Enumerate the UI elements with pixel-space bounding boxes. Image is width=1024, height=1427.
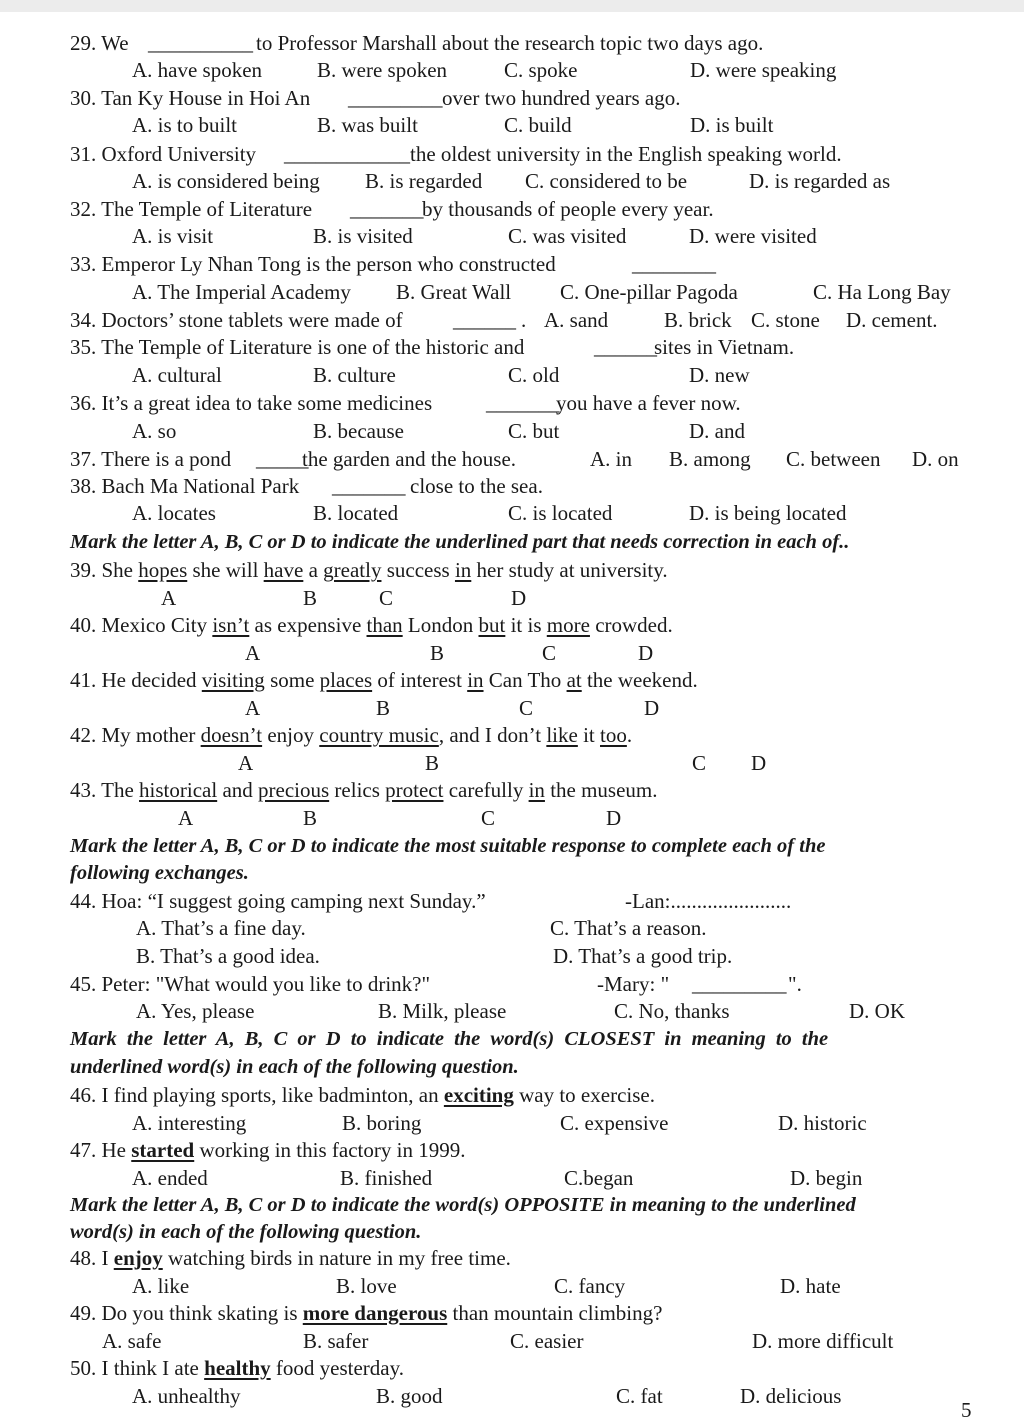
option-c[interactable]: C. old [508,363,560,387]
letter-a: A [245,641,261,665]
option-d[interactable]: D. and [689,419,745,443]
option-c[interactable]: C.began [564,1166,634,1190]
option-b[interactable]: B. because [313,419,404,443]
question-47 [70,1137,465,1163]
letter-d: D [511,586,527,610]
q44-text-b: -Lan:....................... [625,889,792,913]
q41-underline-b[interactable]: places [319,668,373,692]
option-b[interactable]: B. good [376,1384,443,1408]
option-d[interactable]: D. more difficult [752,1329,894,1353]
letter-c: C [692,751,707,775]
q40-text: London [402,613,479,637]
option-a[interactable]: A. is visit [132,224,214,248]
q43-text: relics [329,778,386,802]
letter-b: B [425,751,440,775]
q43-underline-a[interactable]: historical [139,778,218,802]
option-d[interactable]: D. historic [778,1111,867,1135]
option-c[interactable]: C. One-pillar Pagoda [560,280,738,304]
q34-blank: ______ [453,308,516,332]
option-d[interactable]: D. is regarded as [749,169,891,193]
q40-underline-c[interactable]: but [478,613,506,637]
question-49 [70,1300,662,1326]
option-b[interactable]: B. Great Wall [396,280,512,304]
option-c[interactable]: C. stone [751,308,820,332]
instruction-response-line1: Mark the letter A, B, C or D to indicate the most suitable response to complete each of the [70,835,826,857]
option-c[interactable]: C. build [504,113,572,137]
q42-text: it [577,723,601,747]
q38-blank: _______ [332,474,406,498]
letter-a: A [161,586,177,610]
option-a[interactable]: A. like [132,1274,190,1298]
q32-blank: _______ [350,197,424,221]
q39-text: she will [187,558,264,582]
top-border [0,0,1024,12]
option-a[interactable]: A. is considered being [132,169,320,193]
q33-blank: ________ [632,252,716,276]
option-d[interactable]: D. new [689,363,750,387]
option-d[interactable]: D. is built [690,113,774,137]
q42-underline-c[interactable]: like [546,723,578,747]
q39-underline-b[interactable]: have [263,558,304,582]
letter-c: C [379,586,394,610]
q37-text-b: the garden and the house. [302,447,517,471]
letter-b: B [303,586,318,610]
option-d[interactable]: D. begin [790,1166,863,1190]
q46-text-b: way to exercise. [513,1083,655,1107]
option-a[interactable]: A. safe [102,1329,162,1353]
q47-text-b: working in this factory in 1999. [194,1138,466,1162]
q35-text-b: sites in Vietnam. [654,335,795,359]
q40-underline-d[interactable]: more [546,613,590,637]
q39-text: a [303,558,324,582]
q43-text: carefully [443,778,529,802]
q36-text-a: 36. It’s a great idea to take some medicines [70,391,433,415]
q42-underline-a[interactable]: doesn’t [200,723,263,747]
q46-underlined-word: exciting [443,1083,514,1107]
option-b[interactable]: B. finished [340,1166,433,1190]
q49-underlined-word: more dangerous [302,1301,448,1325]
option-c[interactable]: C. fat [616,1384,663,1408]
q43-text: 43. The [70,778,140,802]
option-a[interactable]: A. The Imperial Academy [132,280,351,304]
instruction-closest-line1: Mark the letter A, B, C or D to indicate the word(s) CLOSEST in meaning to the [70,1028,829,1050]
letter-d: D [638,641,654,665]
question-50 [70,1355,404,1381]
q41-text: the weekend. [581,668,698,692]
letter-d: D [751,751,767,775]
question-41 [70,667,698,693]
q41-text: 41. He decided [70,668,202,692]
option-b[interactable]: B. is visited [313,224,413,248]
q39-underline-d[interactable]: in [454,558,472,582]
q40-text: crowded. [589,613,673,637]
instruction-opposite-line1: Mark the letter A, B, C or D to indicate the word(s) OPPOSITE in meaning to the underlined [70,1194,856,1216]
option-c[interactable]: C. was visited [508,224,627,248]
q36-text-b: you have a fever now. [556,391,741,415]
option-b[interactable]: B. located [313,501,399,525]
q50-underlined-word: healthy [204,1356,271,1380]
question-46 [70,1082,655,1108]
q42-text: 42. My mother [70,723,201,747]
option-d[interactable]: D. cement. [846,308,938,332]
letter-b: B [430,641,445,665]
option-a[interactable]: A. locates [132,501,216,525]
q47-underlined-word: started [131,1138,195,1162]
q45-text-a: 45. Peter: "What would you like to drink?" [70,972,431,996]
q45-text-c: ". [788,972,802,996]
q41-text: some [264,668,320,692]
question-40 [70,612,673,638]
q43-underline-d[interactable]: in [528,778,545,802]
q42-underline-b[interactable]: country music [319,723,439,747]
q40-underline-b[interactable]: than [366,613,403,637]
option-a[interactable]: A. cultural [132,363,222,387]
option-a[interactable]: A. is to built [132,113,238,137]
q40-text: it is [505,613,547,637]
q42-text: , and I don’t [438,723,547,747]
q50-text-b: food yesterday. [270,1356,404,1380]
option-d[interactable]: D. were speaking [690,58,837,82]
letter-c: C [481,806,496,830]
letter-b: B [303,806,318,830]
option-a[interactable]: A. unhealthy [132,1384,241,1408]
option-d[interactable]: D. delicious [740,1384,842,1408]
option-b[interactable]: B. Milk, please [378,999,507,1023]
q36-blank: _______ [486,391,560,415]
q40-text: as expensive [249,613,367,637]
q48-text-b: watching birds in nature in my free time. [162,1246,511,1270]
q30-blank: _________ [348,86,443,110]
q39-text: her study at university. [471,558,668,582]
q40-text: 40. Mexico City [70,613,213,637]
q49-text-b: than mountain climbing? [447,1301,663,1325]
q43-text: the museum. [544,778,658,802]
letter-b: B [376,696,391,720]
option-a[interactable]: A. in [590,447,632,471]
option-d[interactable]: D. were visited [689,224,817,248]
page-number: 5 [961,1398,972,1422]
question-48 [70,1245,511,1271]
q37-text-a: 37. There is a pond [70,447,232,471]
option-b[interactable]: B. was built [317,113,418,137]
option-a[interactable]: A. sand [544,308,609,332]
q43-underline-b[interactable]: precious [258,778,330,802]
option-c[interactable]: C. between [786,447,881,471]
letter-a: A [178,806,194,830]
option-b[interactable]: B. boring [342,1111,422,1135]
q32-text-a: 32. The Temple of Literature [70,197,313,221]
q48-text-a: 48. I [70,1246,114,1270]
letter-c: C [519,696,534,720]
q45-text-b: -Mary: " [597,972,670,996]
option-a[interactable]: A. That’s a fine day. [136,916,306,940]
instruction-response-line2: following exchanges. [70,862,249,884]
q39-text: 39. She [70,558,139,582]
option-d[interactable]: D. OK [849,999,905,1023]
option-a[interactable]: A. so [132,419,177,443]
q44-text-a: 44. Hoa: “I suggest going camping next Sunday.” [70,889,486,913]
instruction-closest-line2: underlined word(s) in each of the following question. [70,1056,519,1078]
option-a[interactable]: A. Yes, please [136,999,255,1023]
option-c[interactable]: C. spoke [504,58,578,82]
letter-d: D [644,696,660,720]
q45-blank: _________ [692,972,787,996]
letter-d: D [606,806,622,830]
q39-text: success [381,558,455,582]
q42-text: enjoy [262,723,320,747]
option-d[interactable]: D. on [912,447,959,471]
option-b[interactable]: B. That’s a good idea. [136,944,320,968]
q41-underline-d[interactable]: at [566,668,582,692]
option-a[interactable]: A. interesting [132,1111,247,1135]
instruction-opposite-line2: word(s) in each of the following question. [70,1221,422,1243]
q38-text-a: 38. Bach Ma National Park [70,474,300,498]
q35-text-a: 35. The Temple of Literature is one of the historic and [70,335,525,359]
q46-text-a: 46. I find playing sports, like badminton, an [70,1083,444,1107]
option-a[interactable]: A. have spoken [132,58,263,82]
q30-text-a: 30. Tan Ky House in Hoi An [70,86,311,110]
q40-underline-a[interactable]: isn’t [212,613,250,637]
q49-text-a: 49. Do you think skating is [70,1301,303,1325]
q37-blank: _____ [256,447,309,471]
option-c[interactable]: C. That’s a reason. [550,916,707,940]
q32-text-b: by thousands of people every year. [422,197,714,221]
q41-underline-c[interactable]: in [467,668,484,692]
option-c[interactable]: C. but [508,419,560,443]
option-b[interactable]: B. culture [313,363,396,387]
instruction-error-correction: Mark the letter A, B, C or D to indicate the underlined part that needs correction in each of.. [70,531,850,553]
q42-text: . [626,723,633,747]
question-39 [70,557,668,583]
q31-text-b: the oldest university in the English speaking world. [410,142,842,166]
q41-underline-a[interactable]: visiting [201,668,265,692]
question-43 [70,777,658,803]
option-c[interactable]: C. fancy [554,1274,626,1298]
q42-underline-d[interactable]: too [600,723,627,747]
q35-blank: ______ [594,335,657,359]
option-d[interactable]: D. is being located [689,501,847,525]
q34-text-a: 34. Doctors’ stone tablets were made of [70,308,403,332]
option-b[interactable]: B. safer [303,1329,369,1353]
option-c[interactable]: C. considered to be [525,169,688,193]
letter-a: A [238,751,254,775]
q29-blank: __________ [148,31,253,55]
q48-underlined-word: enjoy [113,1246,163,1270]
question-42 [70,722,632,748]
option-c[interactable]: C. expensive [560,1111,669,1135]
option-d[interactable]: D. hate [780,1274,841,1298]
q43-text: and [217,778,259,802]
q38-text-b: close to the sea. [410,474,543,498]
option-b[interactable]: B. love [336,1274,397,1298]
q31-blank: ____________ [284,142,410,166]
q43-underline-c[interactable]: protect [385,778,444,802]
option-c[interactable]: C. No, thanks [614,999,730,1023]
q50-text-a: 50. I think I ate [70,1356,205,1380]
option-b[interactable]: B. were spoken [317,58,448,82]
q41-text: of interest [372,668,468,692]
q39-underline-a[interactable]: hopes [138,558,188,582]
letter-c: C [542,641,557,665]
q29-text-a: 29. We [70,31,129,55]
q29-text-b: to Professor Marshall about the research topic two days ago. [256,31,764,55]
option-d[interactable]: D. That’s a good trip. [553,944,733,968]
q47-text-a: 47. He [70,1138,132,1162]
option-b[interactable]: B. brick [664,308,732,332]
q30-text-b: over two hundred years ago. [442,86,681,110]
q34-text-b: . [521,308,527,332]
option-a[interactable]: A. ended [132,1166,208,1190]
option-c[interactable]: C. easier [510,1329,584,1353]
q33-text-a: 33. Emperor Ly Nhan Tong is the person who constructed [70,252,556,276]
letter-a: A [245,696,261,720]
option-b[interactable]: B. is regarded [365,169,483,193]
q39-underline-c[interactable]: greatly [323,558,382,582]
q31-text-a: 31. Oxford University [70,142,257,166]
option-c[interactable]: C. is located [508,501,613,525]
q41-text: Can Tho [483,668,567,692]
option-d[interactable]: C. Ha Long Bay [813,280,951,304]
option-b[interactable]: B. among [669,447,751,471]
